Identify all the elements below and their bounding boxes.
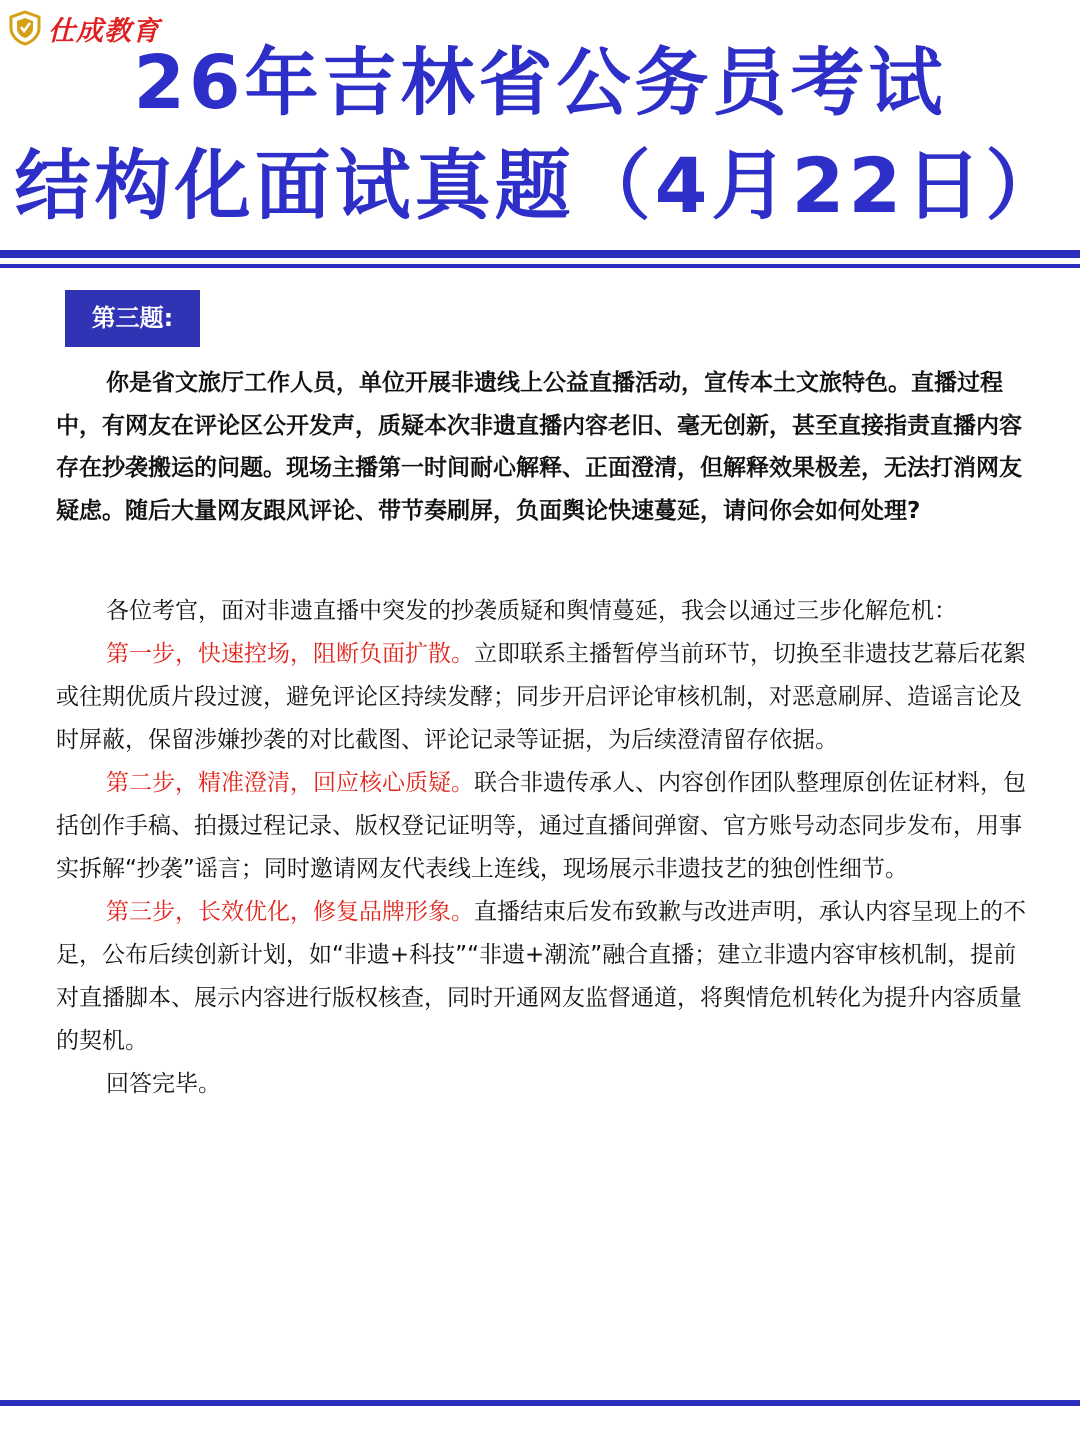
question-tag: 第三题: xyxy=(65,290,200,347)
brand-name: 仕成教育 xyxy=(48,15,160,47)
header-divider-thick xyxy=(0,250,1080,258)
step-body: 直播结束后发布致歉与改进声明，承认内容呈现上的不足，公布后续创新计划，如“非遗+科技”“非遗+潮流”融合直播；建立非遗内容审核机制，提前对直播脚本、展示内容进行版权核查，同时开通网友监督通道，将舆情危机转化为提升内容质量的契机。 xyxy=(56,899,1026,1054)
question-paragraph: 你是省文旅厅工作人员，单位开展非遗线上公益直播活动，宣传本土文旅特色。直播过程中，有网友在评论区公开发声，质疑本次非遗直播内容老旧、毫无创新，甚至直接指责直播内容存在抄袭搬运的问题。现场主播第一时间耐心解释、正面澄清，但解释效果极差，无法打消网友疑虑。随后大量网友跟风评论、带节奏刷屏，负面舆论快速蔓延，请问你会如何处理? xyxy=(56,370,1022,524)
answer-step-2 xyxy=(56,762,1028,891)
answer-section xyxy=(56,590,1028,1106)
step-heading: 第三步，长效优化，修复品牌形象。 xyxy=(106,899,474,925)
page-title-line-2: 结构化面试真题（4月22日） xyxy=(14,141,1066,230)
answer-intro: 各位考官，面对非遗直播中突发的抄袭质疑和舆情蔓延，我会以通过三步化解危机： xyxy=(106,598,957,624)
step-body: 立即联系主播暂停当前环节，切换至非遗技艺幕后花絮或往期优质片段过渡，避免评论区持续发酵；同步开启评论审核机制，对恶意刷屏、造谣言论及时屏蔽，保留涉嫌抄袭的对比截图、评论记录等证据，为后续澄清留存依据。 xyxy=(56,641,1026,753)
answer-step-1 xyxy=(56,633,1028,762)
step-heading: 第一步，快速控场，阻断负面扩散。 xyxy=(106,641,474,667)
header-divider-thin xyxy=(0,264,1080,268)
answer-closing: 回答完毕。 xyxy=(106,1071,221,1097)
page-title-line-1: 26年吉林省公务员考试 xyxy=(133,40,947,126)
footer-divider xyxy=(0,1400,1080,1406)
answer-step-3 xyxy=(56,891,1028,1063)
step-body: 联合非遗传承人、内容创作团队整理原创佐证材料，包括创作手稿、拍摄过程记录、版权登记证明等，通过直播间弹窗、官方账号动态同步发布，用事实拆解“抄袭”谣言；同时邀请网友代表线上连线，现场展示非遗技艺的独创性细节。 xyxy=(56,770,1026,882)
step-heading: 第二步，精准澄清，回应核心质疑。 xyxy=(106,770,474,796)
question-text xyxy=(56,362,1028,532)
